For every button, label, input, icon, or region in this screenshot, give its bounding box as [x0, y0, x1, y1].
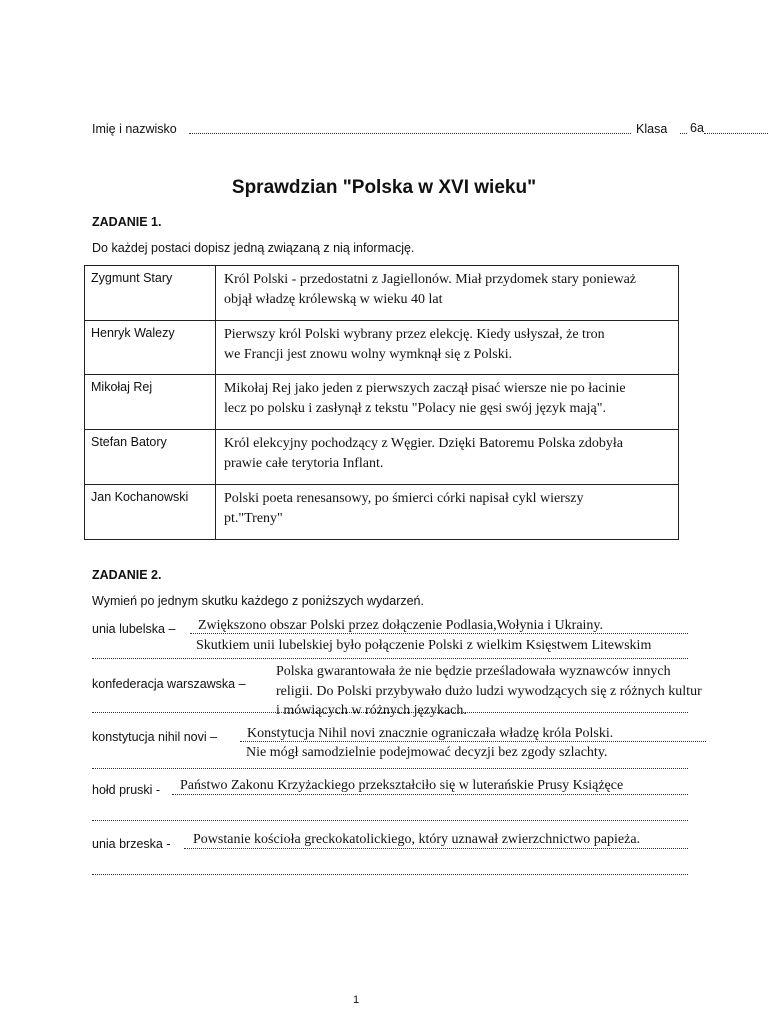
answer-line: Powstanie kościoła greckokatolickiego, który uznawał zwierzchnictwo papieża.: [193, 832, 641, 847]
table-row: [85, 485, 679, 540]
answer-line: Państwo Zakonu Krzyżackiego przekształciło się w luterańskie Prusy Książęce: [180, 778, 624, 793]
answer-line: Skutkiem unii lubelskiej było połączenie Polski z wielkim Księstwem Litewskim: [196, 638, 652, 653]
answer-line: Pierwszy król Polski wybrany przez elekcję. Kiedy usłyszał, że tron: [224, 327, 605, 342]
answer-line: pt."Treny": [224, 511, 283, 526]
answer-line: Konstytucja Nihil novi znacznie ograniczała władzę króla Polski.: [247, 726, 614, 741]
answer-line: Polski poeta renesansowy, po śmierci córki napisał cykl wierszy: [224, 491, 584, 506]
answer-line: Polska gwarantowała że nie będzie prześladowała wyznawców innych: [276, 664, 671, 679]
person-name: Henryk Walezy: [85, 321, 216, 375]
answer-line: i mówiących w różnych językach.: [276, 703, 467, 718]
class-field-left: [680, 133, 687, 134]
table-row: [85, 266, 679, 321]
answer-line: prawie całe terytoria Inflant.: [224, 456, 384, 471]
person-info-cell[interactable]: [216, 430, 679, 485]
task2-instruction: Wymień po jednym skutku każdego z poniższych wydarzeń.: [92, 594, 424, 608]
answer-line: religii. Do Polski przybywało dużo ludzi wywodzących się z różnych kultur: [276, 684, 702, 699]
task2-title: ZADANIE 2.: [92, 568, 162, 582]
class-label: Klasa: [636, 122, 668, 136]
table-row: [85, 375, 679, 430]
class-value[interactable]: 6a: [690, 121, 704, 135]
answer-line: Król elekcyjny pochodzący z Węgier. Dzięki Batoremu Polska zdobyła: [224, 436, 623, 451]
answer-line: Nie mógł samodzielnie podejmować decyzji bez zgody szlachty.: [246, 745, 608, 760]
class-field-right: [704, 133, 768, 134]
name-field[interactable]: [189, 133, 631, 134]
table-row: [85, 430, 679, 485]
answer-field[interactable]: [92, 874, 688, 875]
page-number: 1: [352, 994, 360, 1006]
person-info-cell[interactable]: [216, 375, 679, 430]
person-info-cell[interactable]: [216, 321, 679, 375]
event-label: hołd pruski -: [92, 783, 161, 797]
answer-line: we Francji jest znowu wolny wymknął się z Polski.: [224, 347, 513, 362]
event-label: konfederacja warszawska –: [92, 677, 246, 691]
page-title: Sprawdzian "Polska w XVI wieku": [231, 177, 537, 198]
task1-title: ZADANIE 1.: [92, 215, 162, 229]
person-name: Zygmunt Stary: [85, 266, 216, 321]
event-label: unia lubelska –: [92, 622, 176, 636]
answer-line: Mikołaj Rej jako jeden z pierwszych zaczął pisać wiersze nie po łacinie: [224, 381, 626, 396]
person-name: Jan Kochanowski: [85, 485, 216, 540]
answer-field[interactable]: [92, 820, 688, 821]
answer-line: lecz po polsku i zasłynął z tekstu "Polacy nie gęsi swój język mają".: [224, 401, 606, 416]
answer-line: Zwiększono obszar Polski przez dołączenie Podlasia,Wołynia i Ukrainy.: [198, 618, 604, 633]
person-name: Mikołaj Rej: [85, 375, 216, 430]
task1-instruction: Do każdej postaci dopisz jedną związaną z nią informację.: [92, 241, 415, 255]
table-row: [85, 321, 679, 375]
answer-line: objął władzę królewską w wieku 40 lat: [224, 292, 443, 307]
person-info-cell[interactable]: [216, 266, 679, 321]
name-label: Imię i nazwisko: [92, 122, 177, 136]
answer-line: Król Polski - przedostatni z Jagiellonów. Miał przydomek stary ponieważ: [224, 272, 636, 287]
answer-field[interactable]: [92, 658, 688, 659]
event-label: unia brzeska -: [92, 837, 171, 851]
answer-field[interactable]: [92, 768, 688, 769]
event-label: konstytucja nihil novi –: [92, 730, 218, 744]
people-table: [84, 265, 679, 540]
person-info-cell[interactable]: [216, 485, 679, 540]
person-name: Stefan Batory: [85, 430, 216, 485]
